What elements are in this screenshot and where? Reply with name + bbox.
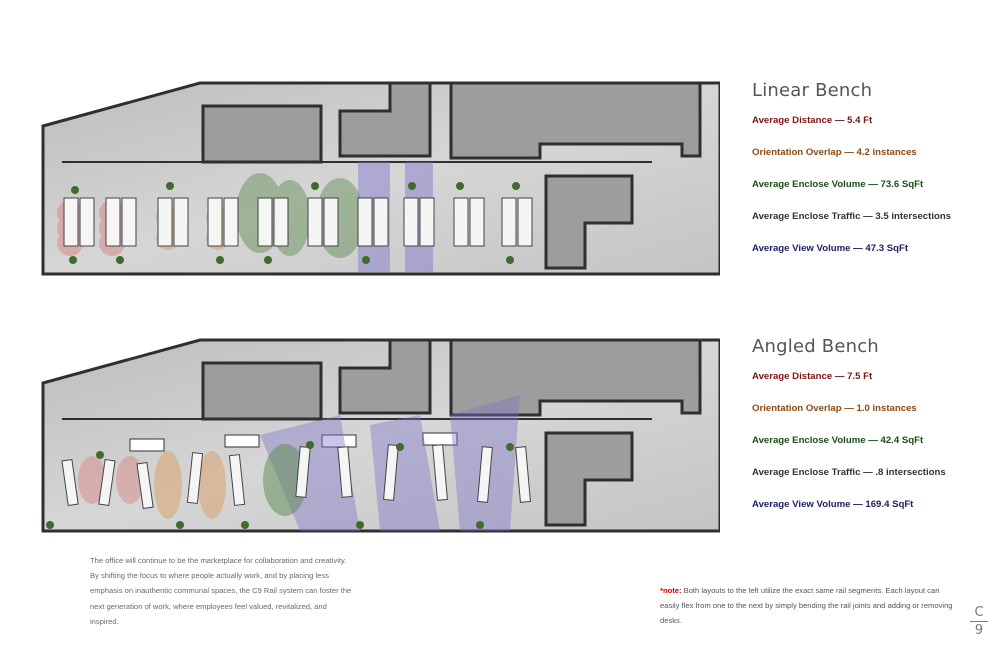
note-text: Both layouts to the left utilize the exact same rail segments. Each layout can easily flex from one to the next by simply bending the rail joints and adding or removing desks. <box>660 586 953 625</box>
metric-enclose-volume: Average Enclose Volume — 42.4 SqFt <box>752 435 924 446</box>
enclose-volume-zones <box>236 173 364 258</box>
floor-plan-linear-svg <box>40 78 720 278</box>
layout-title: Angled Bench <box>752 336 879 357</box>
core-room <box>203 106 321 162</box>
layout-title: Linear Bench <box>752 80 873 101</box>
footnote <box>660 583 960 628</box>
logo-divider <box>970 621 988 622</box>
metric-orientation-overlap: Orientation Overlap — 4.2 instances <box>752 147 917 158</box>
logo-number: 9 <box>974 623 984 638</box>
metric-average-distance: Average Distance — 7.5 Ft <box>752 371 873 382</box>
intro-paragraph: The office will continue to be the marketplace for collaboration and creativity. By shifting the focus to where people actually work, and by placing less emphasis on inauthentic communal spaces, the C9 Rail system can foster the next generation of work, where employees feel valued, revitalized, and inspired. <box>90 556 352 626</box>
note-label: *note: <box>660 586 682 595</box>
logo-letter: C <box>974 605 984 620</box>
metric-view-volume: Average View Volume — 47.3 SqFt <box>752 243 909 254</box>
metric-enclose-volume: Average Enclose Volume — 73.6 SqFt <box>752 179 924 190</box>
metric-view-volume: Average View Volume — 169.4 SqFt <box>752 499 914 510</box>
floor-plan-linear-bench <box>40 78 720 278</box>
c9-logo <box>968 606 990 638</box>
floor-plan-angled-bench <box>40 335 720 535</box>
metrics-panel-angled <box>752 336 992 531</box>
metrics-panel-linear <box>752 80 992 275</box>
core-room <box>203 363 321 419</box>
metric-enclose-traffic: Average Enclose Traffic — 3.5 intersections <box>752 211 952 222</box>
metric-average-distance: Average Distance — 5.4 Ft <box>752 115 873 126</box>
floor-plan-angled-svg <box>40 335 720 535</box>
metric-enclose-traffic: Average Enclose Traffic — .8 intersections <box>752 467 946 478</box>
metric-orientation-overlap: Orientation Overlap — 1.0 instances <box>752 403 917 414</box>
